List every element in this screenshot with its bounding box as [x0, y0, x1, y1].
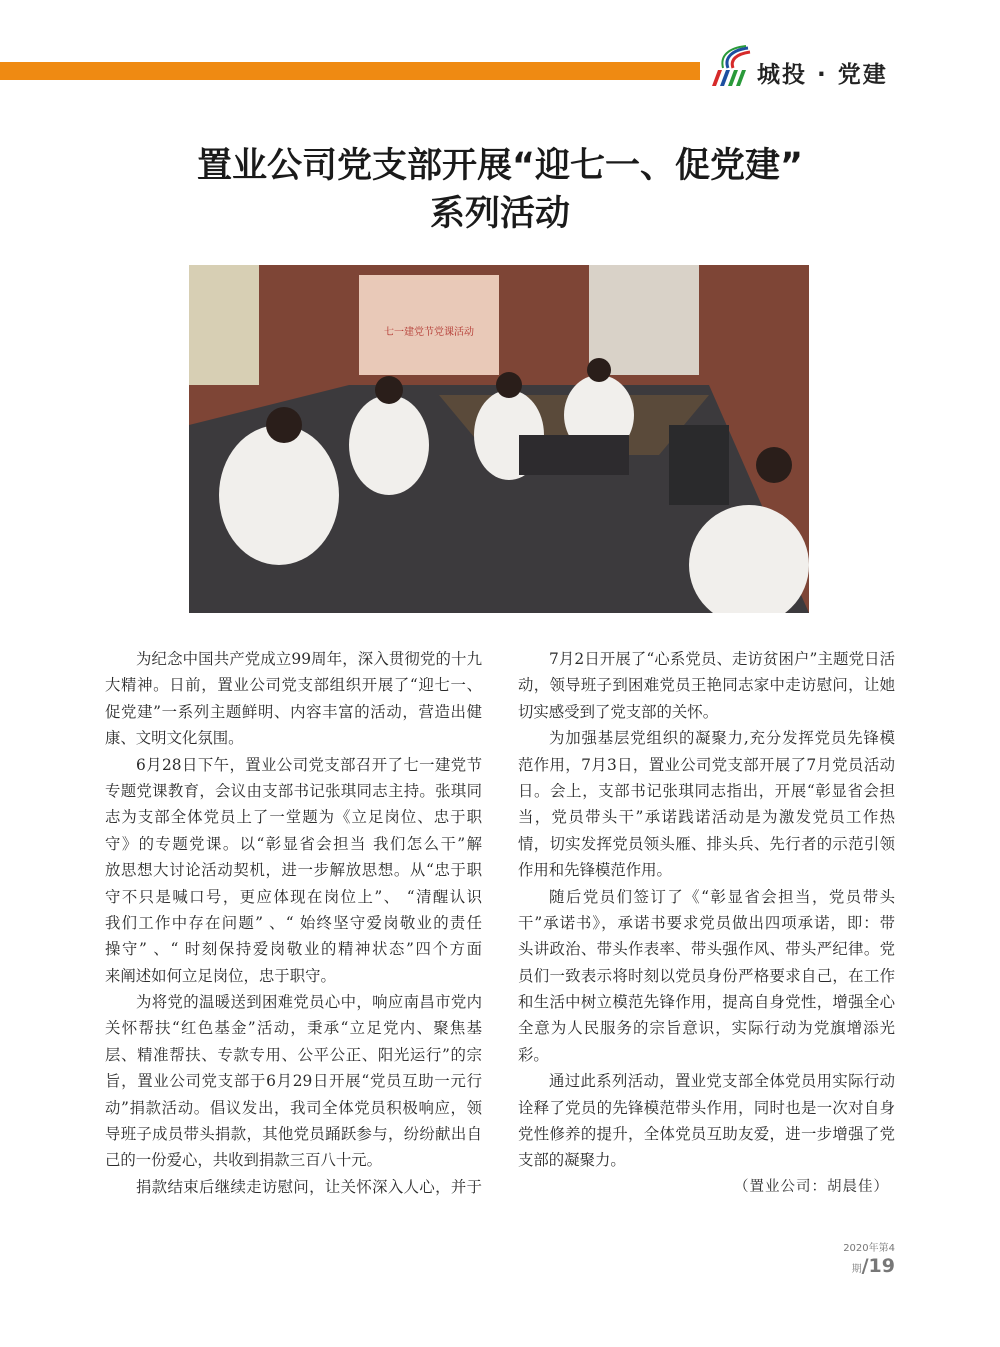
text-line: 日。会上，支部书记张琪同志指出，开展“彰显省会担	[518, 781, 895, 800]
text-line: 干”承诺书》，承诺书要求党员做出四项承诺，即：带	[518, 913, 895, 932]
text-line: 促党建”一系列主题鲜明、内容丰富的活动，营造出健	[105, 702, 482, 721]
page-folio	[800, 1236, 895, 1277]
text-line: 7月2日开展了“心系党员、走访贫困户”主题党日活	[549, 650, 895, 668]
text-line: 诠释了党员的先锋模范带头作用，同时也是一次对自身	[518, 1098, 895, 1117]
text-line: 彩。	[518, 1045, 549, 1064]
text-line: 范作用，7月3日，置业公司党支部开展了7月党员活动	[518, 755, 895, 774]
text-line: 康、文明文化氛围。	[105, 729, 244, 748]
text-line: 守》的专题党课。以“彰显省会担当 我们怎么干”解	[105, 834, 482, 853]
paragraph	[518, 884, 895, 1069]
text-line: 动”捐款活动。倡议发出，我司全体党员积极响应，领	[105, 1098, 482, 1117]
text-line: 放思想大讨论活动契机，进一步解放思想。从“忠于职	[105, 861, 482, 880]
text-line: 支部的凝聚力。	[518, 1151, 626, 1170]
text-line: 情，切实发挥党员领头雁、排头兵、先行者的示范引领	[518, 834, 895, 853]
paragraph	[105, 752, 482, 990]
company-logo-icon	[708, 44, 752, 88]
text-line: 作用和先锋模范作用。	[518, 861, 672, 880]
section-title: 城投 · 党建	[757, 62, 888, 88]
article-column-right	[518, 646, 895, 1200]
meeting-photo	[189, 265, 809, 613]
text-line: 全意为人民服务的宗旨意识，实际行动为党旗增添光	[518, 1019, 895, 1038]
text-line: 操守” 、“ 时刻保持爱岗敬业的精神状态”四个方面	[105, 940, 482, 959]
text-line: 捐款结束后继续走访慰问，让关怀深入人心，并于	[136, 1177, 482, 1196]
text-line: 关怀帮扶“红色基金”活动，秉承“立足党内、聚焦基	[105, 1019, 482, 1038]
text-line: 导班子成员带头捐款，其他党员踊跃参与，纷纷献出自	[105, 1125, 482, 1144]
text-line: 通过此系列活动，置业党支部全体党员用实际行动	[549, 1072, 895, 1091]
author-signature: （置业公司：胡晨佳）	[734, 1178, 889, 1195]
text-line: 和生活中树立模范先锋作用，提高自身党性，增强全心	[518, 993, 895, 1012]
text-line: 动，领导班子到困难党员王艳同志家中走访慰问，让她	[518, 676, 895, 695]
banner-text: 七一建党节党课活动	[384, 327, 474, 338]
text-line: 员们一致表示将时刻以党员身份严格要求自己，在工作	[518, 966, 895, 985]
text-line: 为加强基层党组织的凝聚力,充分发挥党员先锋模	[549, 729, 895, 748]
paragraph	[518, 1068, 895, 1174]
text-line: 6月28日下午，置业公司党支部召开了七一建党节	[136, 755, 482, 774]
paragraph	[518, 646, 895, 725]
text-line: 党性修养的提升，全体党员互助友爱，进一步增强了党	[518, 1125, 895, 1144]
text-line: 来阐述如何立足岗位，忠于职守。	[105, 966, 336, 985]
paragraph	[105, 989, 482, 1174]
text-line: 切实感受到了党支部的关怀。	[518, 702, 719, 721]
text-line: 层、精准帮扶、专款专用、公平公正、阳光运行”的宗	[105, 1045, 482, 1064]
text-line: 己的一份爱心，共收到捐款三百八十元。	[105, 1151, 383, 1170]
text-line: 守不只是喊口号，更应体现在岗位上”、 “清醒认识	[105, 887, 482, 906]
text-line: 为将党的温暖送到困难党员心中，响应南昌市党内	[136, 993, 482, 1012]
text-line: 头讲政治、带头作表率、带头强作风、带头严纪律。党	[518, 940, 895, 959]
issue-label: 2020年第4期	[843, 1243, 895, 1275]
paragraph	[105, 1174, 482, 1200]
text-line: 旨，置业公司党支部于6月29日开展“党员互助一元行	[105, 1072, 482, 1091]
article-column-left	[105, 646, 482, 1200]
page-number: /19	[861, 1255, 895, 1277]
text-line: 我们工作中存在问题” 、“ 始终坚守爱岗敬业的责任	[105, 913, 482, 932]
header-accent-bar	[0, 62, 700, 80]
article-title: 置业公司党支部开展“迎七一、促党建”	[196, 146, 803, 186]
article-title-line2: 系列活动	[429, 194, 570, 234]
text-line: 志为支部全体党员上了一堂题为《立足岗位、忠于职	[105, 808, 482, 827]
text-line: 为纪念中国共产党成立99周年，深入贯彻党的十九	[136, 650, 482, 668]
text-line: 专题党课教育，会议由支部书记张琪同志主持。张琪同	[105, 781, 482, 800]
paragraph	[105, 646, 482, 752]
text-line: 当，党员带头干”承诺践诺活动是为激发党员工作热	[518, 808, 895, 827]
text-line: 随后党员们签订了《“彰显省会担当，党员带头	[549, 887, 895, 906]
text-line: 大精神。日前，置业公司党支部组织开展了“迎七一、	[105, 676, 482, 695]
paragraph	[518, 725, 895, 883]
